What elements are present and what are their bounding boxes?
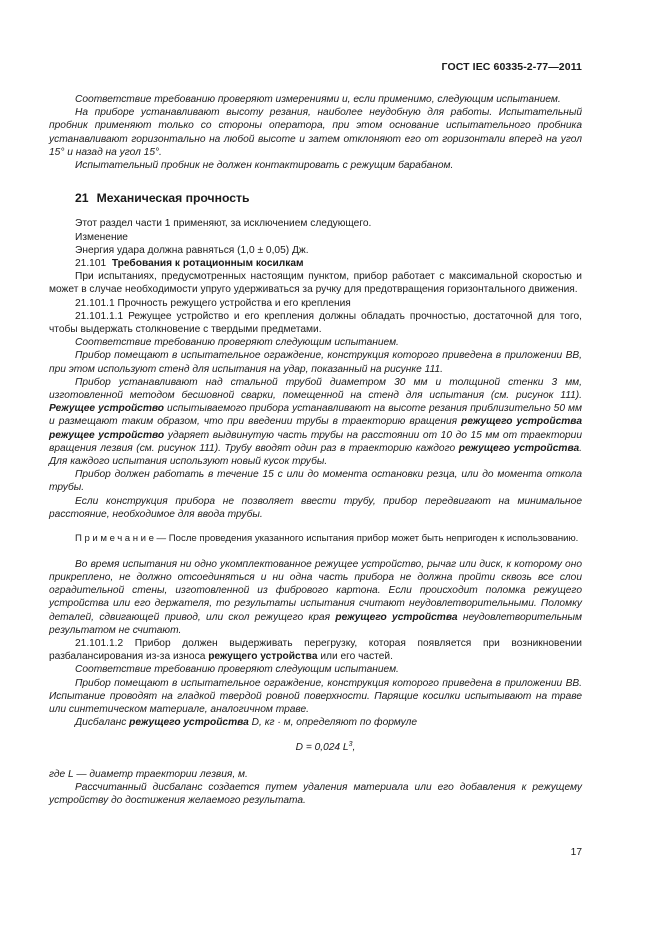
paragraph-calculated-imbalance: Рассчитанный дисбаланс создается путем удаления материала или его добавления к режущему устройству до достижения желаемого результата. [49, 781, 582, 806]
note-label: Примечание [75, 533, 157, 545]
note [49, 533, 582, 546]
page-number: 17 [570, 847, 582, 858]
paragraph-cutting-height: На приборе устанавливают высоту резания, наиболее неудобную для работы. Испытательный пробник применяют только со стороны оператора, при этом основание испытательного пробника устанавливают горизонтально на любой высоте и затем отклоняют его от горизонтали вперед на угол 15° и назад на угол 15°. [49, 107, 582, 158]
paragraph-tube-mounting: Прибор устанавливают над стальной трубой диаметром 30 мм и толщиной стенки 3 мм, изготовленной методом бесшовной сварки, помещенной на стенд для испытания (см. рисунок 111). Режущее устройство испытываемого прибора устанавливают на высоте резания приблизительно 50 мм и размещают таким образом, что при введении трубы в траекторию вращения режущего устройства режущее устройство ударяет выдвинутую часть трубы на расстоянии от 10 до 15 мм от траектории вращения лезвия (см. рисунок 111). Трубу вводят один раз в траекторию каждого режущего устройства. Для каждого испытания используют новый кусок трубы. [49, 376, 582, 468]
term-cutting-device: режущего устройства [458, 442, 580, 454]
clause-title: Требования к ротационным косилкам [111, 258, 304, 270]
term-cutting-device: Режущее устройство [49, 403, 165, 415]
term-cutting-device: режущего устройства режущее устройство [49, 416, 582, 441]
section-heading [49, 192, 582, 205]
paragraph-rotary-test: При испытаниях, предусмотренных настоящим пунктом, прибор работает с максимальной скоростью и может в случае необходимости упруго удерживаться за ручку для предотвращения горизонтального движения. [49, 271, 582, 296]
paragraph-move-appliance: Если конструкция прибора не позволяет ввести трубу, прибор передвигают на минимальное расстояние, необходимое для ввода трубы. [49, 495, 582, 520]
paragraph-intro: Этот раздел части 1 применяют, за исключением следующего. [75, 218, 372, 230]
note-text: — После проведения указанного испытания прибор может быть непригоден к использованию. [156, 533, 579, 545]
formula-exponent: 3 [348, 741, 353, 749]
term-cutting-device: режущего устройства [208, 651, 318, 663]
paragraph-check-2: Соответствие требованию проверяют следующим испытанием. [75, 664, 399, 676]
paragraph-run-time: Прибор должен работать в течение 15 с или до момента остановки резца, или до момента откола трубы. [49, 469, 582, 494]
paragraph-check-1: Соответствие требованию проверяют следующим испытанием. [75, 337, 399, 349]
paragraph-change: Изменение [75, 231, 128, 243]
term-cutting-device: режущего устройства [129, 717, 249, 729]
paragraph-energy: Энергия удара должна равняться (1,0 ± 0,05) Дж. [75, 244, 309, 256]
standard-header: ГОСТ IEC 60335-2-77—2011 [441, 61, 582, 73]
paragraph-imbalance: Дисбаланс режущего устройства D, кг · м, определяют по формуле [75, 717, 418, 729]
paragraph-compliance-measure: Соответствие требованию проверяют измерениями и, если применимо, следующим испытанием. [75, 94, 561, 105]
clause-number: 21.101 [75, 258, 107, 270]
clause-21-101-1: 21.101.1 Прочность режущего устройства и его крепления [75, 297, 351, 309]
paragraph-where: где L — диаметр траектории лезвия, м. [49, 768, 248, 780]
paragraph-enclosure-1: Прибор помещают в испытательное ограждение, конструкция которого приведена в приложении ВВ, при этом используют стенд для испытания на удар, показанный на рисунке 111. [49, 350, 582, 375]
clause-21-101-1-2: 21.101.1.2 Прибор должен выдерживать перегрузку, которая появляется при возникновении разбалансирования из-за износа режущего устройства или его частей. [49, 637, 582, 663]
clause-21-101-heading [49, 257, 582, 270]
imbalance-formula: D = 0,024 $L^3$, [295, 741, 356, 754]
term-cutting-device: режущего устройства [335, 611, 458, 623]
paragraph-enclosure-2: Прибор помещают в испытательное ограждение, конструкция которого приведена в приложении ВВ. Испытание проводят на гладкой твердой ровной поверхности. Парящие косилки испытывают на траве или синтетическом материале, аналогичном траве. [49, 677, 582, 715]
section-number: 21 [75, 191, 89, 206]
clause-21-101-1-1: 21.101.1.1 Режущее устройство и его крепления должны обладать прочностью, достаточной для того, чтобы выдержать столкновение с твердыми предметами. [49, 310, 582, 336]
page-content [49, 93, 582, 807]
section-title: Механическая прочность [96, 191, 250, 206]
paragraph-during-test: Во время испытания ни одно укомплектованное режущее устройство, рычаг или диск, к которому оно прикреплено, не должно отсоединяться и ни одна часть прибора не должна пройти сквозь все слои оградительной стены, изготовленной из фибрового картона. Если происходит поломка режущего устройства или его держателя, то результаты испытания считают неудовлетворительными. Поломку деталей, сдвигающей привод, или скол режущего края режущего устройства неудовлетворительным результатом не считают. [49, 558, 583, 636]
paragraph-probe-contact: Испытательный пробник не должен контактировать с режущим барабаном. [75, 160, 454, 172]
